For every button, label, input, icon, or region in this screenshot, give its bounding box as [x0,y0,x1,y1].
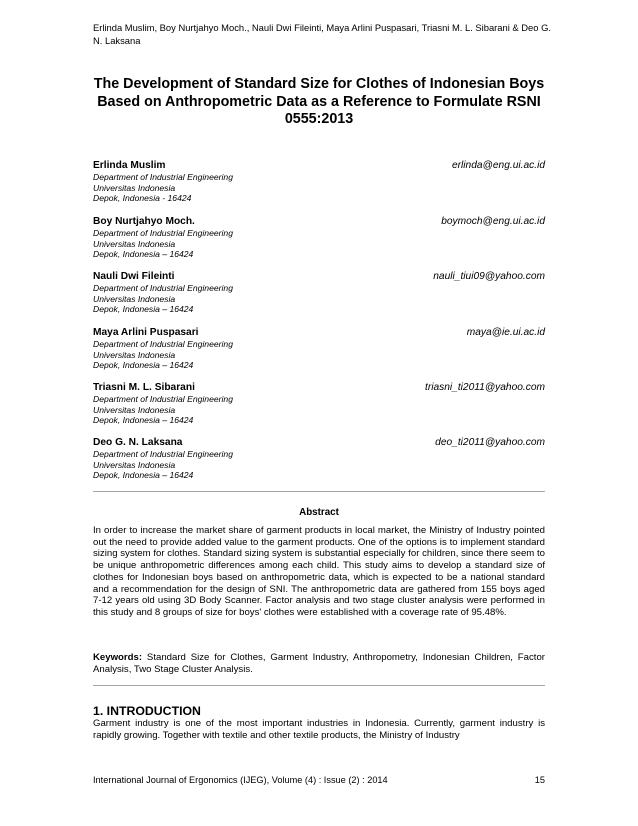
author-department: Department of Industrial Engineering [93,172,233,182]
author-department: Department of Industrial Engineering [93,394,233,404]
author-email[interactable]: deo_ti2011@yahoo.com [435,437,545,448]
author-email[interactable]: triasni_ti2011@yahoo.com [424,382,545,393]
abstract-heading: Abstract [299,507,339,518]
author-location: Depok, Indonesia – 16424 [93,415,194,426]
author-university: Universitas Indonesia [93,349,176,360]
page-number: 15 [534,775,545,785]
author-location: Depok, Indonesia - 16424 [93,193,192,204]
keywords-label: Keywords: [93,652,143,663]
author-location: Depok, Indonesia – 16424 [93,304,194,315]
author-location: Depok, Indonesia – 16424 [93,249,194,260]
section-heading: 1. INTRODUCTION [93,704,201,718]
author-block [93,436,545,481]
keywords-paragraph [93,652,545,675]
author-email[interactable]: nauli_tiui09@yahoo.com [433,271,545,282]
author-department: Department of Industrial Engineering [93,339,233,349]
author-name: Deo G. N. Laksana [93,437,183,448]
author-name: Erlinda Muslim [93,160,166,171]
author-name: Boy Nurtjahyo Moch. [93,216,195,227]
author-name: Maya Arlini Puspasari [93,327,199,338]
author-block [93,381,545,426]
author-department: Department of Industrial Engineering [93,228,233,238]
keywords-text: Standard Size for Clothes, Garment Industry, Anthropometry, Indonesian Children, Factor Analysis, Two Stage Cluster Analysis. [93,652,545,675]
author-location: Depok, Indonesia – 16424 [93,360,194,371]
author-name: Triasni M. L. Sibarani [93,382,195,393]
paper-title: The Development of Standard Size for Clothes of Indonesian Boys Based on Anthropometric Data as a Reference to Formulate RSNI 0555:2013 [93,76,545,127]
author-email[interactable]: boymoch@eng.ui.ac.id [441,216,545,227]
author-block [93,215,545,260]
divider-rule [93,685,545,686]
author-department: Department of Industrial Engineering [93,449,233,459]
author-university: Universitas Indonesia [93,404,176,415]
author-block [93,270,545,315]
author-email[interactable]: erlinda@eng.ui.ac.id [451,160,545,171]
author-name: Nauli Dwi Fileinti [93,271,175,282]
author-university: Universitas Indonesia [93,459,176,470]
author-location: Depok, Indonesia – 16424 [93,470,194,481]
author-university: Universitas Indonesia [93,293,176,304]
abstract-text: In order to increase the market share of garment products in local market, the Ministry of Industry pointed out the need to provide added value to the garment products. One of the options is to implement standard sizing system for clothes. Standard sizing system is substantial especially for children, since there seem to be unique anthropometric differences among each child. This study aims to develop a standard size of clothes for Indonesian boys based on anthropometric data, which is expected to be a national standard and a recommendation for the design of SNI. The anthropometric data are gathered from 155 boys aged 7-12 years old using 3D Body Scanner. Factor analysis and two stage cluster analysis were performed in this study and 8 groups of size for boys' clothes were established with a coverage rate of 95.48%. [93,525,545,618]
running-head-authors: Erlinda Muslim, Boy Nurtjahyo Moch., Nauli Dwi Fileinti, Maya Arlini Puspasari, Triasni M. L. Sibarani & Deo G. N. Laksana [93,22,551,46]
author-email[interactable]: maya@ie.ui.ac.id [466,327,545,338]
footer-journal: International Journal of Ergonomics (IJEG), Volume (4) : Issue (2) : 2014 [93,775,388,785]
page-footer [93,775,545,785]
author-block [93,326,545,371]
author-block [93,159,545,204]
author-department: Department of Industrial Engineering [93,283,233,293]
author-university: Universitas Indonesia [93,182,176,193]
author-university: Universitas Indonesia [93,238,176,249]
section-text: Garment industry is one of the most important industries in Indonesia. Currently, garment industry is rapidly growing. Together with textile and other textile products, the Ministry of Industry [93,718,545,741]
divider-rule [93,491,545,492]
